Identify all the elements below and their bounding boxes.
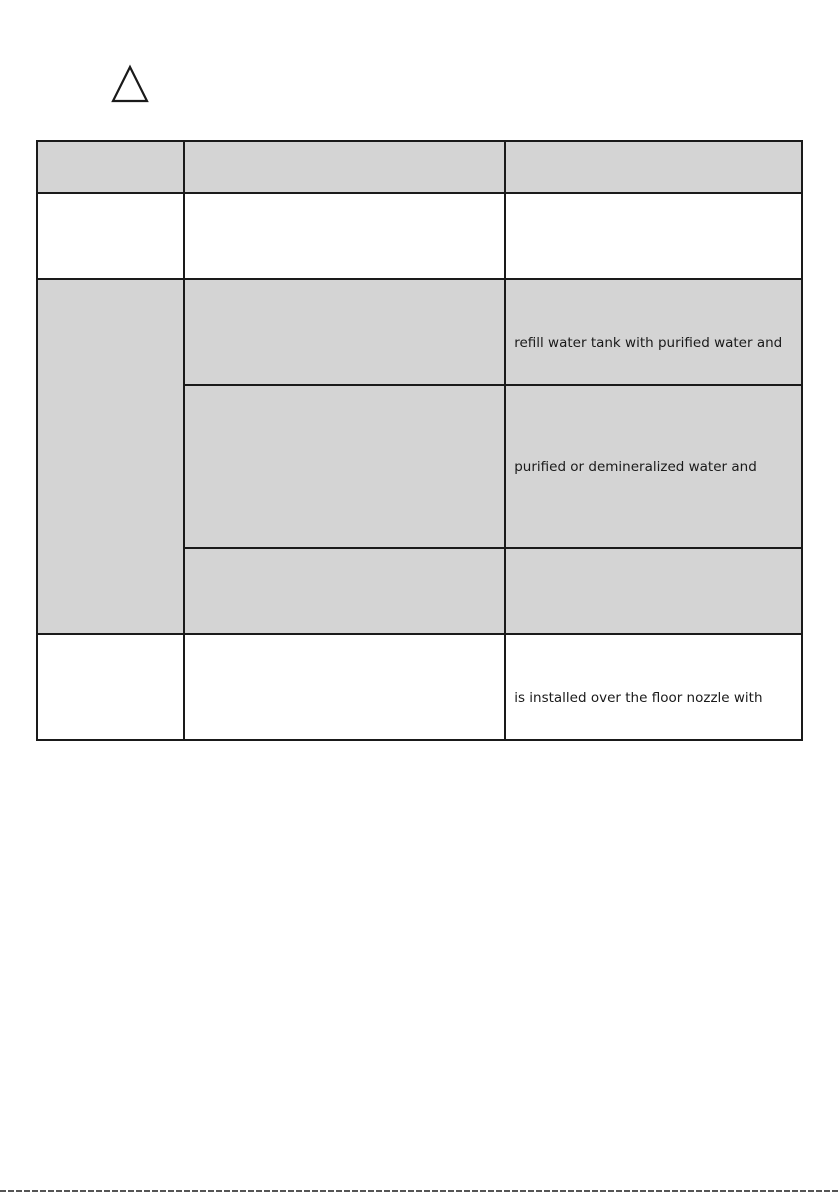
solution-cell <box>505 634 802 740</box>
cause-cell <box>184 279 505 385</box>
solution-cell <box>505 193 802 279</box>
solution-cell <box>505 385 802 548</box>
problem-cell <box>37 279 184 634</box>
problem-cell <box>37 634 184 740</box>
solution-text: is installed over the floor nozzle with <box>514 690 763 706</box>
table-row <box>37 634 802 740</box>
header-cell-cause <box>184 141 505 193</box>
table-row <box>37 193 802 279</box>
cause-cell <box>184 548 505 634</box>
header-cell-solution <box>505 141 802 193</box>
troubleshooting-table <box>36 140 803 741</box>
cause-cell <box>184 193 505 279</box>
cause-cell <box>184 385 505 548</box>
solution-text: refill water tank with purified water and <box>514 335 783 351</box>
table-row <box>37 279 802 385</box>
solution-text: purified or demineralized water and <box>514 458 757 475</box>
warning-triangle-icon <box>110 64 150 104</box>
solution-cell <box>505 279 802 385</box>
solution-cell <box>505 548 802 634</box>
table-header-row <box>37 141 802 193</box>
cause-cell <box>184 634 505 740</box>
problem-cell <box>37 193 184 279</box>
header-cell-problem <box>37 141 184 193</box>
